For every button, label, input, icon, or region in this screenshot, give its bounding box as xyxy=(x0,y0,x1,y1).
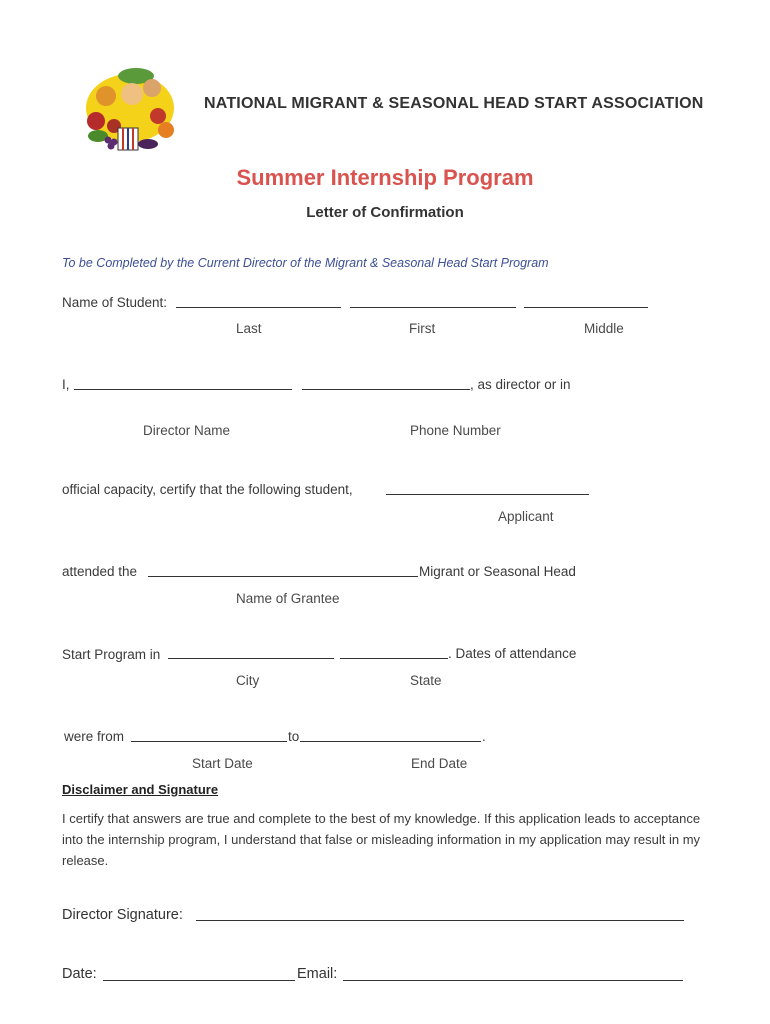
date-field[interactable] xyxy=(103,980,295,981)
date-label: Date: xyxy=(62,966,97,982)
state-caption: State xyxy=(410,673,442,688)
disclaimer-heading: Disclaimer and Signature xyxy=(62,782,219,797)
were-from-text: were from xyxy=(64,729,125,744)
email-field[interactable] xyxy=(343,980,683,981)
last-name-caption: Last xyxy=(236,321,262,336)
start-date-field[interactable] xyxy=(131,741,287,742)
association-logo xyxy=(78,66,190,158)
director-name-caption: Director Name xyxy=(143,423,231,438)
state-field[interactable] xyxy=(340,658,448,659)
form-instruction: To be Completed by the Current Director of the Migrant & Seasonal Head Start Program xyxy=(62,256,549,270)
applicant-caption: Applicant xyxy=(498,509,554,524)
disclaimer-text: I certify that answers are true and complete to the best of my knowledge. If this application leads to acceptance into the internship program, I understand that false or misleading information in my application may result in my release. xyxy=(62,811,701,868)
period-text: . xyxy=(482,729,486,744)
student-name-label: Name of Student: xyxy=(62,295,168,310)
program-title: Summer Internship Program xyxy=(236,165,534,190)
phone-number-caption: Phone Number xyxy=(410,423,501,438)
organization-title: NATIONAL MIGRANT & SEASONAL HEAD START ASSOCIATION xyxy=(204,95,704,112)
director-signature-label: Director Signature: xyxy=(62,907,183,923)
student-first-name-field[interactable] xyxy=(350,307,516,308)
to-text: to xyxy=(288,729,300,744)
start-program-text: Start Program in xyxy=(62,647,161,662)
applicant-name-field[interactable] xyxy=(386,494,589,495)
first-name-caption: First xyxy=(409,321,436,336)
city-caption: City xyxy=(236,673,260,688)
director-name-field[interactable] xyxy=(74,389,292,390)
director-signature-field[interactable] xyxy=(196,920,684,921)
attended-the-text: attended the xyxy=(62,564,138,579)
official-capacity-text: official capacity, certify that the following student, xyxy=(62,482,353,497)
student-last-name-field[interactable] xyxy=(176,307,341,308)
migrant-seasonal-text: Migrant or Seasonal Head xyxy=(419,564,576,579)
student-middle-name-field[interactable] xyxy=(524,307,648,308)
start-date-caption: Start Date xyxy=(192,756,253,771)
dates-of-attendance-text: . Dates of attendance xyxy=(448,646,577,661)
end-date-caption: End Date xyxy=(411,756,468,771)
middle-name-caption: Middle xyxy=(584,321,624,336)
grantee-caption: Name of Grantee xyxy=(236,591,340,606)
i-label: I, xyxy=(62,377,70,392)
city-field[interactable] xyxy=(168,658,334,659)
email-label: Email: xyxy=(297,966,338,982)
phone-number-field[interactable] xyxy=(302,389,470,390)
document-subtitle: Letter of Confirmation xyxy=(306,204,464,221)
as-director-text: , as director or in xyxy=(470,377,571,392)
end-date-field[interactable] xyxy=(300,741,481,742)
grantee-name-field[interactable] xyxy=(148,576,418,577)
